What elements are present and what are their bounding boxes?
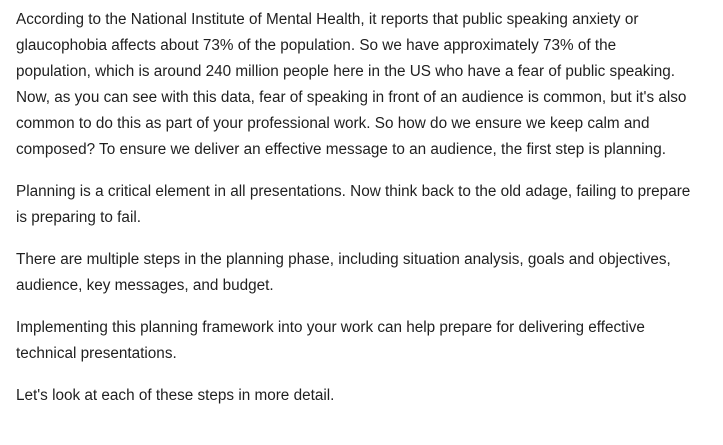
transcript-paragraph: Let's look at each of these steps in more detail. [16,387,335,404]
transcript-paragraph: Implementing this planning framework into your work can help prepare for delivering effective technical presentations. [16,319,645,362]
transcript-paragraph: According to the National Institute of Mental Health, it reports that public speaking anxiety or glaucophobia affects about 73% of the population. So we have approximately 73% of the population, which is around 240 million people here in the US who have a fear of public speaking. Now, as you can see with this data, fear of speaking in front of an audience is common, but it's also common to do this as part of your professional work. So how do we ensure we keep calm and composed? To ensure we deliver an effective message to an audience, the first step is planning. [16,11,687,158]
transcript-paragraph: Planning is a critical element in all presentations. Now think back to the old adage, failing to prepare is preparing to fail. [16,183,691,226]
transcript-paragraph: There are multiple steps in the planning phase, including situation analysis, goals and objectives, audience, key messages, and budget. [16,251,671,294]
